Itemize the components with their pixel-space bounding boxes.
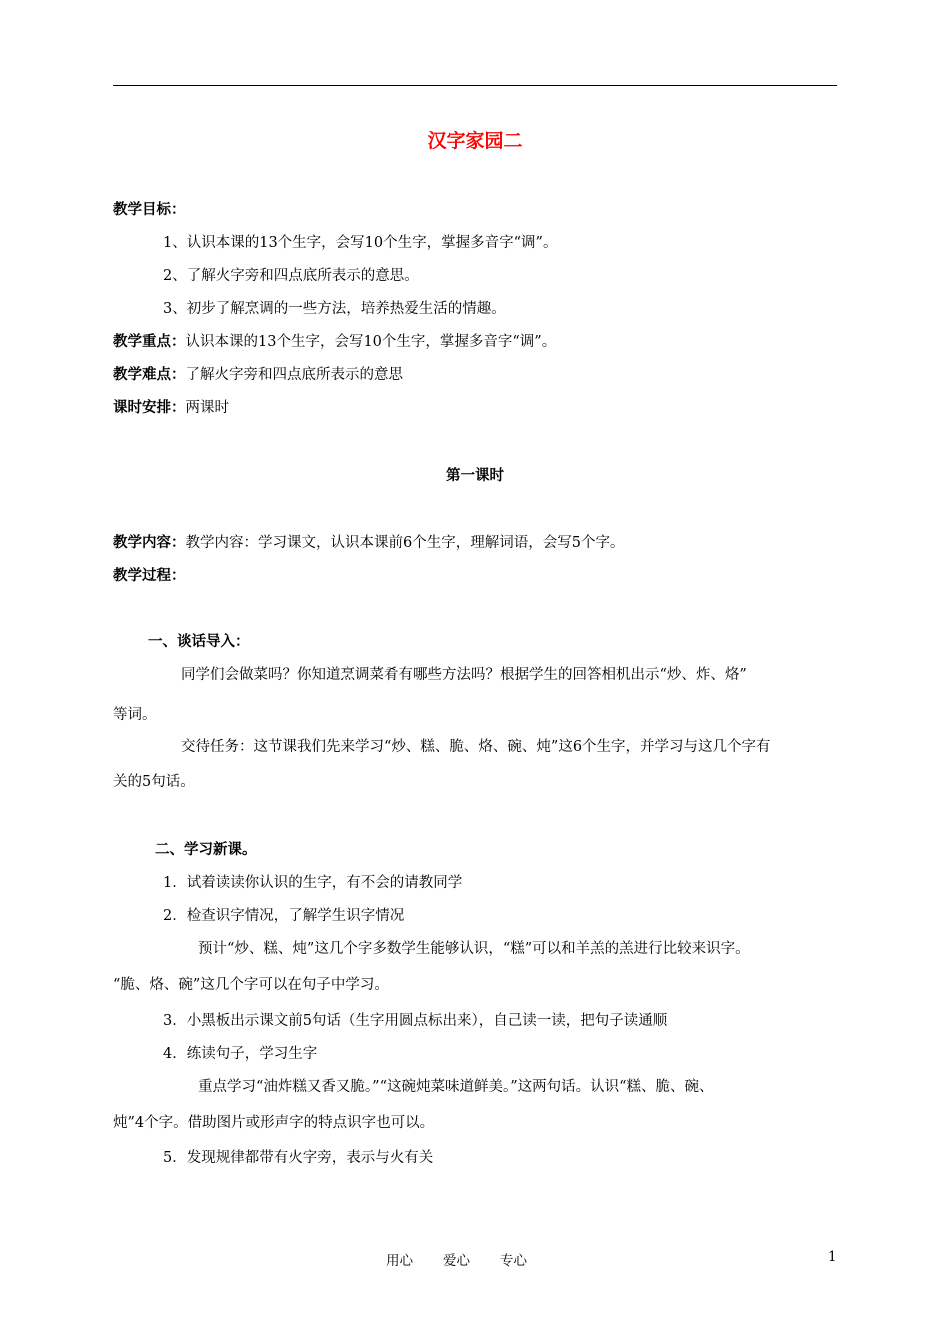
step-item: 1．试着读读你认识的生字，有不会的请教同学	[163, 875, 463, 891]
difficulties-label: 教学难点：	[113, 367, 186, 383]
page-title: 汉字家园二	[427, 130, 523, 152]
goal-item: 3、初步了解烹调的一些方法，培养热爱生活的情趣。	[163, 301, 506, 317]
goal-item: 1、认识本课的13个生字，会写10个生字，掌握多音字“调”。	[163, 235, 558, 251]
process-label: 教学过程：	[113, 568, 186, 584]
paragraph-line: 交待任务：这节课我们先来学习“炒、糕、脆、烙、碗、炖”这6个生字，并学习与这几个字有	[181, 739, 771, 755]
schedule-label: 课时安排：	[113, 400, 186, 416]
lesson-content	[113, 533, 624, 553]
paragraph-line: 重点学习“油炸糕又香又脆。”“这碗炖菜味道鲜美。”这两句话。认识“糕、脆、碗、	[198, 1079, 714, 1095]
section-heading: 一、谈话导入：	[148, 634, 250, 650]
goal-item: 2、了解火字旁和四点底所表示的意思。	[163, 268, 419, 284]
key-points-label: 教学重点：	[113, 334, 186, 350]
difficulties-text: 了解火字旁和四点底所表示的意思	[185, 367, 403, 383]
paragraph-line: 预计“炒、糕、炖”这几个字多数学生能够认识，“糕”可以和羊羔的羔进行比较来识字。	[198, 941, 750, 957]
step-item: 2．检查识字情况，了解学生识字情况	[163, 908, 405, 924]
difficulties	[113, 365, 403, 385]
paragraph-line: 炖”4个字。借助图片或形声字的特点识字也可以。	[113, 1115, 435, 1131]
section-heading: 二、学习新课。	[155, 842, 257, 858]
schedule-text: 两课时	[185, 400, 229, 416]
step-item: 5．发现规律都带有火字旁，表示与火有关	[163, 1150, 434, 1166]
footer-item: 专心	[500, 1253, 527, 1269]
header-rule	[113, 85, 837, 86]
key-points	[113, 332, 556, 352]
step-item: 4．练读句子，学习生字	[163, 1046, 318, 1062]
step-item: 3．小黑板出示课文前5句话（生字用圆点标出来），自己读一读，把句子读通顺	[163, 1013, 668, 1029]
paragraph-line: “脆、烙、碗”这几个字可以在句子中学习。	[113, 977, 389, 993]
paragraph-line: 等词。	[113, 707, 157, 723]
paragraph-line: 关的5句话。	[113, 774, 195, 790]
paragraph-line: 同学们会做菜吗？你知道烹调菜肴有哪些方法吗？根据学生的回答相机出示“炒、炸、烙”	[181, 667, 747, 683]
lesson-content-label: 教学内容：	[113, 535, 186, 551]
schedule	[113, 398, 229, 418]
footer-item: 爱心	[443, 1253, 470, 1269]
key-points-text: 认识本课的13个生字，会写10个生字，掌握多音字“调”。	[185, 334, 557, 350]
lesson-content-text: 教学内容：学习课文，认识本课前6个生字，理解词语，会写5个字。	[185, 535, 625, 551]
goals-label: 教学目标：	[113, 202, 186, 218]
footer-item: 用心	[386, 1253, 413, 1269]
lesson-heading: 第一课时	[446, 468, 504, 484]
footer	[386, 1249, 557, 1269]
page-number: 1	[828, 1249, 837, 1265]
